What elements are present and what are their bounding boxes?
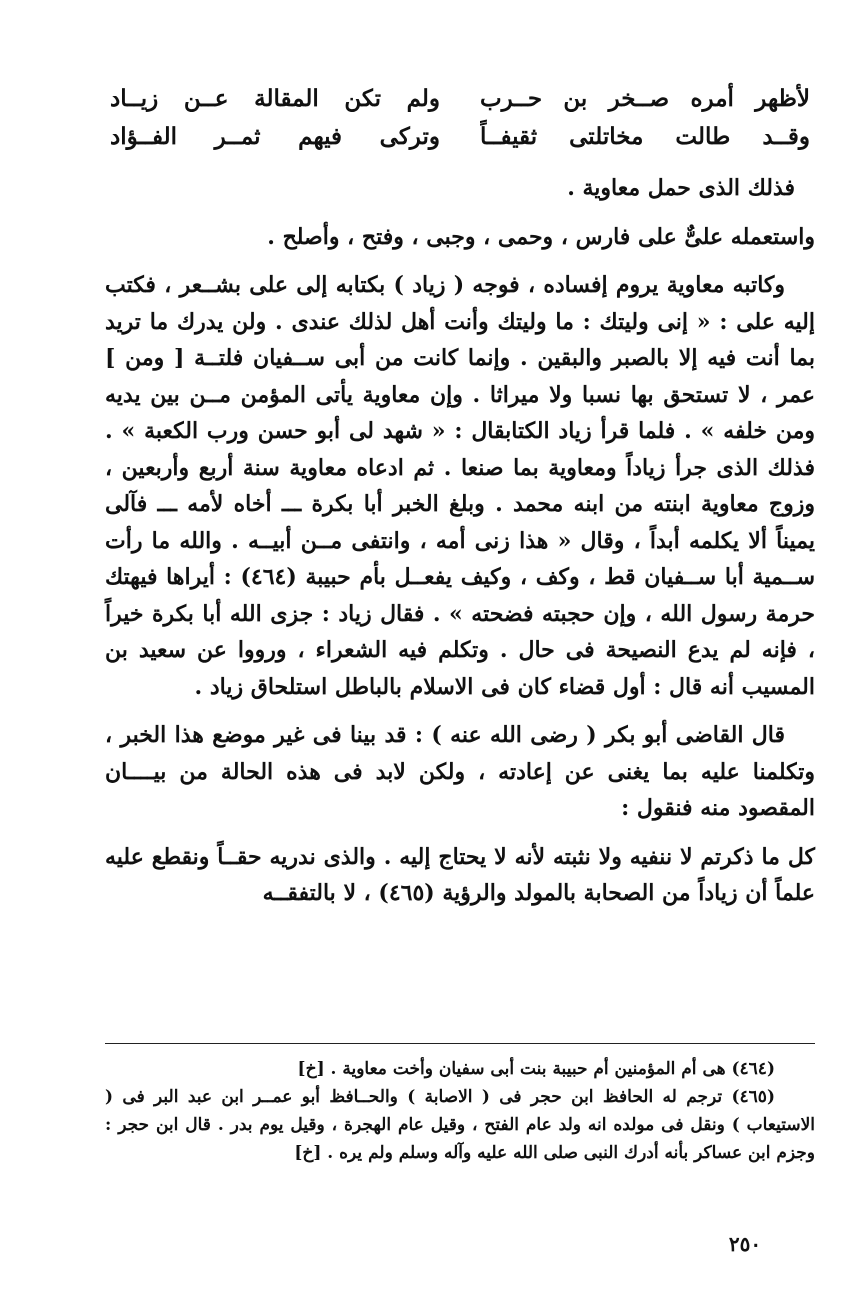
paragraph-3: وكاتبه معاوية يروم إفساده ، فوجه ( زياد ) بكتابه إلى على بشــعر ، فكتب إليه على : « إنى وليتك : ما وليتك وأنت أهل لذلك عندى . ولن يدرك ما تريد بما أنت فيه إلا بالصبر والبقين . وإنما كانت من أبى ســفيان فلتــة [ ومن ] عمر ، لا تستحق بها نسبا ولا ميراثا . وإن معاوية يأتى المؤمن مــن بين يديه ومن خلفه » . فلما قرأ زياد الكتابقال : « شهد لى أبو حسن ورب الكعبة » . فذلك الذى جرأ زياداً ومعاوية بما صنعا . ثم ادعاه معاوية سنة أربع وأربعين ، وزوج معاوية ابنته من ابنه محمد . وبلغ الخبر أبا بكرة ـــ أخاه لأمه ـــ فآلى يميناً ألا يكلمه أبداً ، وقال « هذا زنى أمه ، وانتفى مــن أبيــه . والله ما رأت ســمية أبا ســفيان قط ، وكف ، وكيف يفعــل بأم حبيبة (٤٦٤) : أيراها فيهتك حرمة رسول الله ، وإن حجبته فضحته » . فقال زياد : جزى الله أبا بكرة خيراً ، فإنه لم يدع النصيحة فى حال . وتكلم فيه الشعراء ، ورووا عن سعيد بن المسيب أنه قال : أول قضاء كان فى الاسلام بالباطل استلحاق زياد . bbox=[105, 272, 816, 700]
paragraph-5: كل ما ذكرتم لا ننفيه ولا نثبته لأنه لا يحتاج إليه . والذى ندريه حقــاً ونقطع عليه علماً أن زياداً من الصحابة بالمولد والرؤية (٤٦٥) ، لا بالتفقــه bbox=[105, 843, 815, 906]
paragraph-2: واستعمله علىٌّ على فارس ، وحمى ، وجبى ، وفتح ، وأصلح . bbox=[267, 223, 815, 250]
footnotes bbox=[105, 1055, 815, 1167]
hemistich-right: لأظهر أمره صــخر بن حــرب bbox=[480, 85, 810, 112]
footnote-divider bbox=[105, 1043, 815, 1044]
poem-verse-1 bbox=[110, 80, 810, 118]
paragraph-1: فذلك الذى حمل معاوية . bbox=[567, 175, 795, 201]
hemistich-left: وتركى فيهم ثمــر الفــؤاد bbox=[110, 123, 440, 150]
poem-block bbox=[110, 80, 810, 156]
footnote-465: (٤٦٥) ترجم له الحافظ ابن حجر فى ( الاصابة ) والحــافظ أبو عمــر ابن عبد البر فى ( الاستيعاب ) ونقل فى مولده انه ولد عام الفتح ، وقيل عام الهجرة ، وقيل يوم بدر . قال ابن حجر : وجزم ابن عساكر بأنه أدرك النبى صلى الله عليه وآله وسلم ولم يره . [خ] bbox=[105, 1087, 815, 1163]
page-number: ٢٥٠ bbox=[728, 1232, 762, 1256]
main-text bbox=[105, 170, 815, 912]
footnote-464: (٤٦٤) هى أم المؤمنين أم حبيبة بنت أبى سفيان وأخت معاوية . [خ] bbox=[297, 1059, 775, 1079]
poem-verse-2 bbox=[110, 118, 810, 156]
hemistich-right: وقــد طالت مخاتلتى ثقيفــاً bbox=[480, 123, 810, 150]
paragraph-4: قال القاضى أبو بكر ( رضى الله عنه ) : قد بينا فى غير موضع هذا الخبر ، وتكلمنا عليه بما يغنى عن إعادته ، ولكن لابد فى هذه الحالة من بيــــان المقصود منه فنقول : bbox=[105, 722, 815, 821]
hemistich-left: ولم تكن المقالة عــن زيــاد bbox=[110, 85, 440, 112]
